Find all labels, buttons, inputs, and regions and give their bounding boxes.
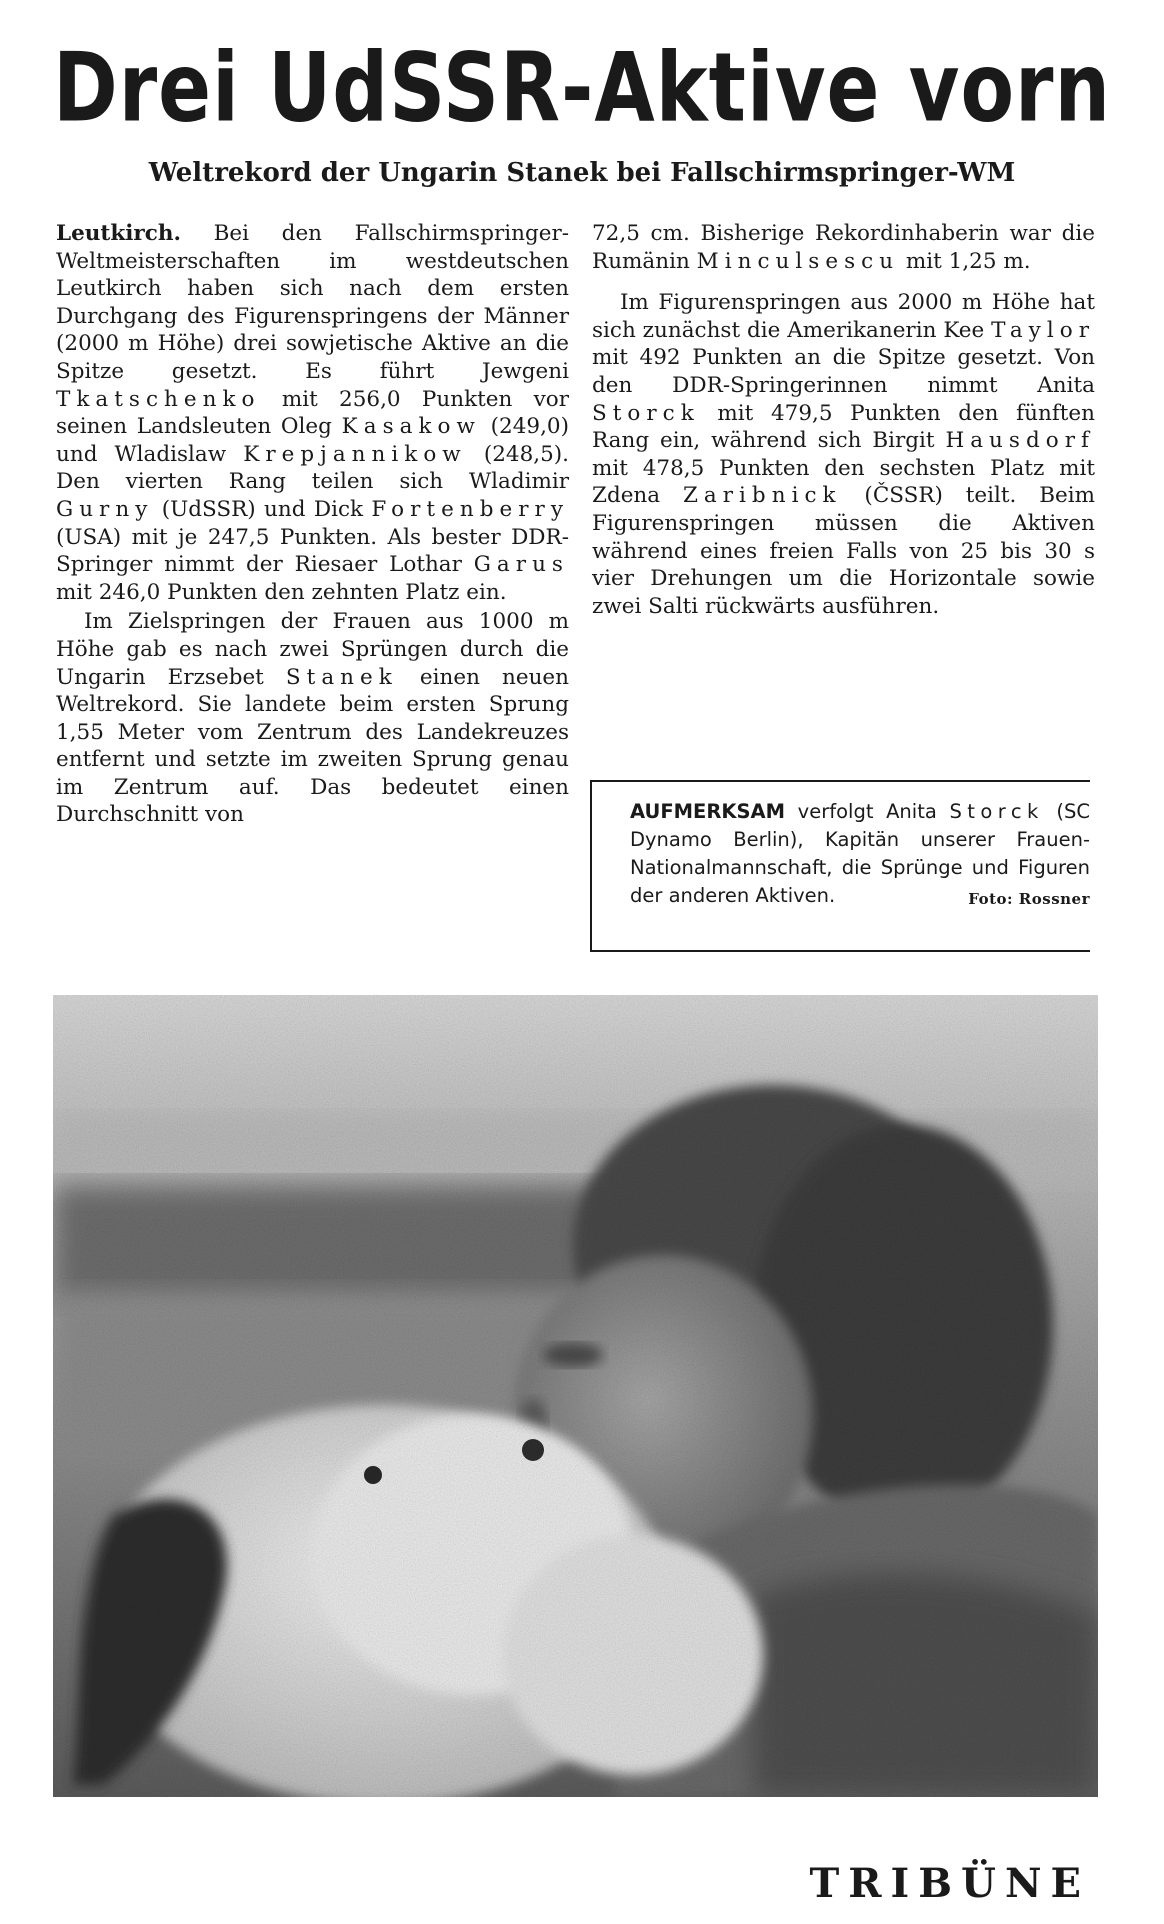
news-photo [53,995,1098,1797]
caption-text: verfolgt Anita [785,800,950,823]
caption-text: (SC Dynamo Berlin), Kapitän unserer Frauen-Nationalmannschaft, die Sprünge und Figuren der anderen Aktiven. [630,800,1090,907]
article-text: mit 1,25 m. [899,248,1031,274]
article-paragraph [56,220,569,606]
headline: Drei UdSSR-Aktive vorn [52,34,1112,144]
athlete-name: Hausdorf [945,428,1095,454]
photo-credit: Foto: Rossner [968,890,1090,908]
article-paragraph [592,220,1095,275]
article-text: mit 256,0 Punkten vor seinen Landsleuten Oleg [56,386,569,440]
article-paragraph [592,289,1095,620]
photo-caption [590,780,1090,952]
subheadline: Weltrekord der Ungarin Stanek bei Fallschirmspringer-WM [148,158,1016,188]
article-text: Bei den Fallschirmspringer-Weltmeisterschaften im westdeutschen Leutkirch haben sich nach dem ersten Durchgang des Figurenspringens der Männer (2000 m Höhe) drei sowjetische Aktive an die Spitze gesetzt. Es führt Jewgeni [56,221,569,384]
article-text: mit 479,5 Punkten den fünften Rang ein, während sich Birgit [592,400,1095,454]
article-text: 72,5 cm. Bisherige Rekordinhaberin war die Rumänin [592,221,1095,274]
article-paragraph [56,608,569,829]
article-text: Im Zielspringen der Frauen aus 1000 m Höhe gab es nach zwei Sprüngen durch die Ungarin Erzsebet [56,609,569,690]
article-column-left [56,220,569,829]
newspaper-masthead: TRIBÜNE [809,1860,1090,1907]
article-text: (USA) mit je 247,5 Punkten. Als bester DDR-Springer nimmt der Riesaer Lothar [56,524,569,578]
parachutist-photo-icon [53,995,1098,1797]
athlete-name: Kasakow [341,414,481,440]
article-text: mit 246,0 Punkten den zehnten Platz ein. [56,579,507,605]
article-text: (ČSSR) teilt. Beim Figurenspringen müssen die Aktiven während eines freien Falls von 25 bis 30 s vier Drehungen um die Horizontale sowie zwei Salti rückwärts ausführen. [592,483,1095,619]
athlete-name: Taylor [991,317,1095,343]
athlete-name: Storck [592,400,700,426]
article-text: mit 478,5 Punkten den sechsten Platz mit Zdena [592,455,1095,509]
athlete-name: Gurny [56,496,154,522]
article-text: (UdSSR) und Dick [153,496,372,522]
article-text: einen neuen Weltrekord. Sie landete beim ersten Sprung 1,55 Meter vom Zentrum des Landekreuzes entfernt und setzte im zweiten Sprung genau im Zentrum auf. Das bedeutet einen Durchschnitt von [56,664,569,828]
athlete-name: Stanek [285,664,398,690]
athlete-name: Krepjannikow [243,441,467,467]
article-column-right [592,220,1095,620]
athlete-name: Zaribnick [682,483,842,509]
article-text: (248,5). Den vierten Rang teilen sich Wladimir [56,441,569,495]
caption-name: Storck [949,800,1044,823]
athlete-name: Tkatschenko [56,386,261,412]
article-text: mit 492 Punkten an die Spitze gesetzt. Von den DDR-Springerinnen nimmt Anita [592,345,1095,398]
article-text: (249,0) und Wladislaw [56,414,569,467]
caption-lead: AUFMERKSAM [630,800,786,823]
dateline: Leutkirch. [56,221,181,246]
athlete-name: Fortenberry [371,496,569,522]
article-text: Im Figurenspringen aus 2000 m Höhe hat sich zunächst die Amerikanerin Kee [592,290,1095,343]
athlete-name: Garus [473,552,569,578]
athlete-name: Minculsescu [696,248,900,274]
